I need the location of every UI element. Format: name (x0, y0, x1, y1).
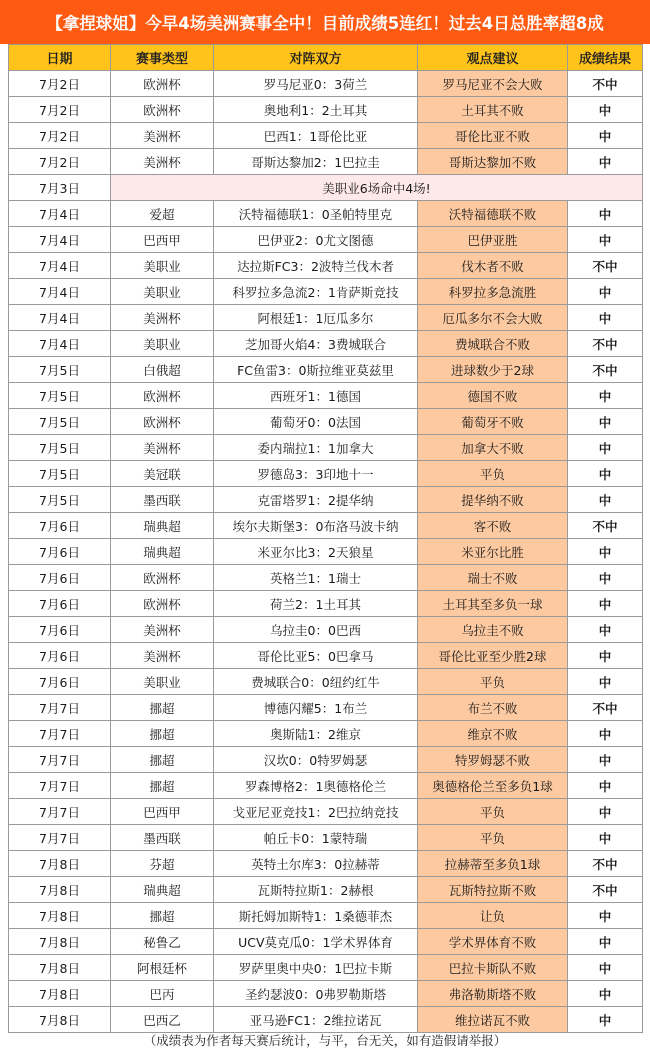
match-cell: 荷兰2：1土耳其 (214, 591, 418, 617)
result-cell: 中 (568, 461, 643, 487)
match-cell: 戈亚尼亚竞技1：2巴拉纳竞技 (214, 799, 418, 825)
date-cell: 7月8日 (9, 851, 111, 877)
match-cell: 巴西1：1哥伦比亚 (214, 123, 418, 149)
result-cell: 中 (568, 1007, 643, 1033)
league-cell: 阿根廷杯 (111, 955, 214, 981)
date-cell: 7月6日 (9, 539, 111, 565)
table-row (9, 747, 643, 773)
table-body (9, 71, 643, 1033)
league-cell: 墨西联 (111, 487, 214, 513)
match-cell: 英特土尔库3：0拉赫蒂 (214, 851, 418, 877)
date-cell: 7月5日 (9, 461, 111, 487)
table-row (9, 175, 643, 201)
advice-cell: 平负 (418, 825, 568, 851)
league-cell: 瑞典超 (111, 513, 214, 539)
advice-cell: 提华纳不败 (418, 487, 568, 513)
advice-cell: 进球数少于2球 (418, 357, 568, 383)
result-cell: 不中 (568, 851, 643, 877)
league-cell: 白俄超 (111, 357, 214, 383)
match-cell: 科罗拉多急流2：1肯萨斯竞技 (214, 279, 418, 305)
league-cell: 秘鲁乙 (111, 929, 214, 955)
league-cell: 欧洲杯 (111, 383, 214, 409)
match-cell: 米亚尔比3：2天狼星 (214, 539, 418, 565)
advice-cell: 哥斯达黎加不败 (418, 149, 568, 175)
date-cell: 7月6日 (9, 643, 111, 669)
league-cell: 美职业 (111, 669, 214, 695)
date-cell: 7月2日 (9, 71, 111, 97)
table-row (9, 955, 643, 981)
date-cell: 7月6日 (9, 513, 111, 539)
table-row (9, 903, 643, 929)
date-cell: 7月8日 (9, 903, 111, 929)
match-cell: 巴伊亚2：0尤文图德 (214, 227, 418, 253)
match-cell: 乌拉圭0：0巴西 (214, 617, 418, 643)
advice-cell: 科罗拉多急流胜 (418, 279, 568, 305)
date-cell: 7月4日 (9, 331, 111, 357)
advice-cell: 伐木者不败 (418, 253, 568, 279)
advice-cell: 土耳其至多负一球 (418, 591, 568, 617)
league-cell: 巴西乙 (111, 1007, 214, 1033)
match-cell: 西班牙1：1德国 (214, 383, 418, 409)
table-row (9, 331, 643, 357)
result-cell: 不中 (568, 695, 643, 721)
advice-cell: 平负 (418, 461, 568, 487)
result-cell: 中 (568, 617, 643, 643)
date-cell: 7月8日 (9, 1007, 111, 1033)
advice-cell: 哥伦比亚至少胜2球 (418, 643, 568, 669)
league-cell: 美洲杯 (111, 435, 214, 461)
advice-cell: 乌拉圭不败 (418, 617, 568, 643)
result-cell: 中 (568, 409, 643, 435)
match-cell: 斯托姆加斯特1：1桑德菲杰 (214, 903, 418, 929)
league-cell: 墨西联 (111, 825, 214, 851)
date-cell: 7月2日 (9, 97, 111, 123)
league-cell: 挪超 (111, 695, 214, 721)
date-cell: 7月3日 (9, 175, 111, 201)
advice-cell: 拉赫蒂至多负1球 (418, 851, 568, 877)
date-cell: 7月4日 (9, 201, 111, 227)
advice-cell: 维拉诺瓦不败 (418, 1007, 568, 1033)
table-row (9, 1007, 643, 1033)
table-row (9, 409, 643, 435)
league-cell: 美冠联 (111, 461, 214, 487)
league-cell: 美洲杯 (111, 305, 214, 331)
advice-cell: 米亚尔比胜 (418, 539, 568, 565)
league-cell: 欧洲杯 (111, 565, 214, 591)
league-cell: 欧洲杯 (111, 409, 214, 435)
result-cell: 中 (568, 539, 643, 565)
league-cell: 美职业 (111, 253, 214, 279)
table-row (9, 539, 643, 565)
table-row (9, 123, 643, 149)
date-cell: 7月4日 (9, 305, 111, 331)
match-cell: 帕丘卡0：1蒙特瑞 (214, 825, 418, 851)
match-cell: 沃特福德联1：0圣帕特里克 (214, 201, 418, 227)
advice-cell: 费城联合不败 (418, 331, 568, 357)
footer-note: （成绩表为作者每天赛后统计，与平，台无关，如有造假请举报） (143, 1033, 507, 1048)
result-cell: 中 (568, 149, 643, 175)
date-cell: 7月7日 (9, 773, 111, 799)
result-cell: 中 (568, 825, 643, 851)
result-cell: 中 (568, 643, 643, 669)
advice-cell: 沃特福德联不败 (418, 201, 568, 227)
table-row (9, 435, 643, 461)
table-row (9, 695, 643, 721)
result-cell: 中 (568, 929, 643, 955)
date-cell: 7月8日 (9, 877, 111, 903)
advice-cell: 客不败 (418, 513, 568, 539)
table-row (9, 799, 643, 825)
table-row (9, 201, 643, 227)
league-cell: 爱超 (111, 201, 214, 227)
league-cell: 瑞典超 (111, 539, 214, 565)
table-row (9, 643, 643, 669)
result-cell: 中 (568, 201, 643, 227)
result-cell: 中 (568, 435, 643, 461)
result-cell: 中 (568, 747, 643, 773)
result-cell: 不中 (568, 253, 643, 279)
advice-cell: 葡萄牙不败 (418, 409, 568, 435)
advice-cell: 厄瓜多尔不会大败 (418, 305, 568, 331)
table-row (9, 929, 643, 955)
table-row (9, 669, 643, 695)
table-row (9, 513, 643, 539)
match-cell: 哥伦比亚5：0巴拿马 (214, 643, 418, 669)
table-row (9, 97, 643, 123)
date-cell: 7月5日 (9, 409, 111, 435)
result-cell: 中 (568, 981, 643, 1007)
result-cell: 中 (568, 97, 643, 123)
table-row (9, 149, 643, 175)
league-cell: 芬超 (111, 851, 214, 877)
league-cell: 美洲杯 (111, 643, 214, 669)
league-cell: 美职业 (111, 331, 214, 357)
table-row (9, 617, 643, 643)
table-row (9, 591, 643, 617)
date-cell: 7月4日 (9, 253, 111, 279)
date-cell: 7月4日 (9, 227, 111, 253)
date-cell: 7月4日 (9, 279, 111, 305)
table-row (9, 383, 643, 409)
advice-cell: 罗马尼亚不会大败 (418, 71, 568, 97)
match-cell: 阿根廷1：1厄瓜多尔 (214, 305, 418, 331)
advice-cell: 加拿大不败 (418, 435, 568, 461)
date-cell: 7月8日 (9, 929, 111, 955)
table-row (9, 305, 643, 331)
league-cell: 巴西甲 (111, 799, 214, 825)
table-row (9, 279, 643, 305)
match-cell: 亚马逊FC1：2维拉诺瓦 (214, 1007, 418, 1033)
date-cell: 7月5日 (9, 357, 111, 383)
result-cell: 不中 (568, 877, 643, 903)
result-cell: 中 (568, 123, 643, 149)
table-row (9, 71, 643, 97)
header-date: 日期 (9, 45, 111, 71)
match-cell: 英格兰1：1瑞士 (214, 565, 418, 591)
header-advice: 观点建议 (418, 45, 568, 71)
league-cell: 欧洲杯 (111, 591, 214, 617)
result-cell: 中 (568, 799, 643, 825)
result-cell: 中 (568, 487, 643, 513)
advice-cell: 哥伦比亚不败 (418, 123, 568, 149)
table-row (9, 825, 643, 851)
result-cell: 中 (568, 565, 643, 591)
advice-cell: 瑞士不败 (418, 565, 568, 591)
table-row (9, 565, 643, 591)
header-result: 成绩结果 (568, 45, 643, 71)
date-cell: 7月8日 (9, 955, 111, 981)
match-cell: 奥斯陆1：2维京 (214, 721, 418, 747)
advice-cell: 学术界体育不败 (418, 929, 568, 955)
table-row (9, 773, 643, 799)
advice-cell: 瓦斯特拉斯不败 (418, 877, 568, 903)
date-cell: 7月7日 (9, 695, 111, 721)
result-cell: 中 (568, 903, 643, 929)
table-row (9, 721, 643, 747)
advice-cell: 平负 (418, 799, 568, 825)
table-row (9, 227, 643, 253)
match-cell: 达拉斯FC3：2波特兰伐木者 (214, 253, 418, 279)
result-cell: 中 (568, 279, 643, 305)
match-cell: 埃尔夫斯堡3：0布洛马波卡纳 (214, 513, 418, 539)
match-cell: 奥地利1：2土耳其 (214, 97, 418, 123)
match-cell: UCV莫克瓜0：1学术界体育 (214, 929, 418, 955)
league-cell: 美洲杯 (111, 123, 214, 149)
result-cell: 中 (568, 721, 643, 747)
table-header-row (9, 45, 643, 71)
league-cell: 巴西甲 (111, 227, 214, 253)
match-cell: 哥斯达黎加2：1巴拉圭 (214, 149, 418, 175)
league-cell: 欧洲杯 (111, 71, 214, 97)
date-cell: 7月6日 (9, 669, 111, 695)
league-cell: 挪超 (111, 721, 214, 747)
league-cell: 巴丙 (111, 981, 214, 1007)
page-banner: 【拿捏球姐】今早4场美洲赛事全中！目前成绩5连红！过去4日总胜率超8成 (0, 0, 650, 44)
match-cell: 罗萨里奥中央0：1巴拉卡斯 (214, 955, 418, 981)
match-cell: 芝加哥火焰4：3费城联合 (214, 331, 418, 357)
table-row (9, 461, 643, 487)
header-league: 赛事类型 (111, 45, 214, 71)
advice-cell: 巴伊亚胜 (418, 227, 568, 253)
match-cell: 葡萄牙0：0法国 (214, 409, 418, 435)
advice-cell: 土耳其不败 (418, 97, 568, 123)
match-cell: 瓦斯特拉斯1：2赫根 (214, 877, 418, 903)
match-cell: 罗森博格2：1奥德格伦兰 (214, 773, 418, 799)
result-cell: 中 (568, 669, 643, 695)
date-cell: 7月5日 (9, 435, 111, 461)
table-row (9, 487, 643, 513)
date-cell: 7月6日 (9, 565, 111, 591)
table-row (9, 877, 643, 903)
league-cell: 美职业 (111, 279, 214, 305)
advice-cell: 巴拉卡斯队不败 (418, 955, 568, 981)
match-cell: 罗马尼亚0：3荷兰 (214, 71, 418, 97)
advice-cell: 特罗姆瑟不败 (418, 747, 568, 773)
table-row (9, 851, 643, 877)
advice-cell: 布兰不败 (418, 695, 568, 721)
match-cell: 克雷塔罗1：2提华纳 (214, 487, 418, 513)
table-row (9, 981, 643, 1007)
result-cell: 中 (568, 383, 643, 409)
advice-cell: 让负 (418, 903, 568, 929)
result-cell: 中 (568, 773, 643, 799)
match-cell: FC鱼雷3：0斯拉维亚莫兹里 (214, 357, 418, 383)
date-cell: 7月6日 (9, 617, 111, 643)
league-cell: 挪超 (111, 903, 214, 929)
table-row (9, 357, 643, 383)
header-match: 对阵双方 (214, 45, 418, 71)
results-table (8, 44, 643, 1033)
table-row (9, 253, 643, 279)
date-cell: 7月5日 (9, 487, 111, 513)
league-cell: 美洲杯 (111, 149, 214, 175)
result-cell: 中 (568, 591, 643, 617)
date-cell: 7月8日 (9, 981, 111, 1007)
date-cell: 7月2日 (9, 149, 111, 175)
match-cell: 汉坎0：0特罗姆瑟 (214, 747, 418, 773)
advice-cell: 奥德格伦兰至多负1球 (418, 773, 568, 799)
advice-cell: 德国不败 (418, 383, 568, 409)
date-cell: 7月7日 (9, 799, 111, 825)
match-cell: 费城联合0：0纽约红牛 (214, 669, 418, 695)
date-cell: 7月5日 (9, 383, 111, 409)
league-cell: 美洲杯 (111, 617, 214, 643)
result-cell: 不中 (568, 513, 643, 539)
league-cell: 欧洲杯 (111, 97, 214, 123)
note-cell: 美职业6场命中4场! (111, 175, 643, 201)
advice-cell: 维京不败 (418, 721, 568, 747)
result-cell: 不中 (568, 357, 643, 383)
match-cell: 博德闪耀5：1布兰 (214, 695, 418, 721)
advice-cell: 平负 (418, 669, 568, 695)
result-cell: 不中 (568, 71, 643, 97)
date-cell: 7月7日 (9, 825, 111, 851)
league-cell: 挪超 (111, 773, 214, 799)
result-cell: 中 (568, 227, 643, 253)
league-cell: 挪超 (111, 747, 214, 773)
date-cell: 7月7日 (9, 721, 111, 747)
date-cell: 7月6日 (9, 591, 111, 617)
match-cell: 委内瑞拉1：1加拿大 (214, 435, 418, 461)
date-cell: 7月7日 (9, 747, 111, 773)
league-cell: 瑞典超 (111, 877, 214, 903)
date-cell: 7月2日 (9, 123, 111, 149)
result-cell: 不中 (568, 331, 643, 357)
match-cell: 罗德岛3：3印地十一 (214, 461, 418, 487)
advice-cell: 弗洛勒斯塔不败 (418, 981, 568, 1007)
match-cell: 圣约瑟波0：0弗罗勒斯塔 (214, 981, 418, 1007)
result-cell: 中 (568, 955, 643, 981)
result-cell: 中 (568, 305, 643, 331)
